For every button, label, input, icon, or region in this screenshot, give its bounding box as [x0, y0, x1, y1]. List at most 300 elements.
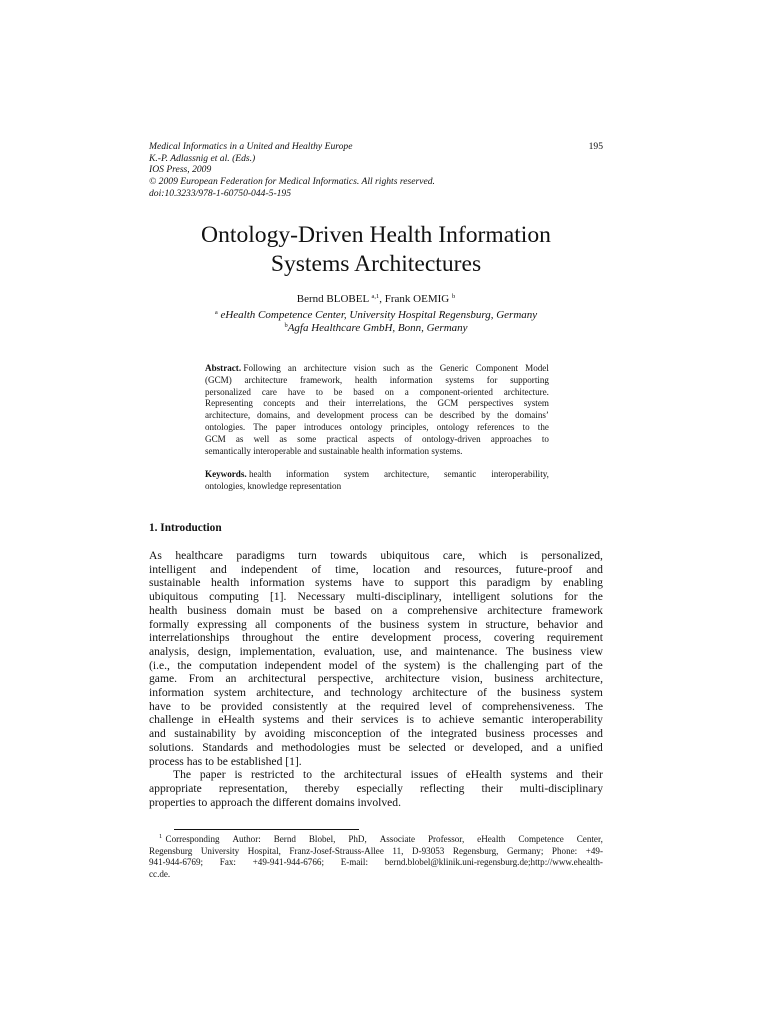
word: some	[297, 433, 317, 444]
author-separator: ,	[379, 293, 385, 305]
word: selected	[408, 740, 446, 754]
word: for	[486, 374, 498, 385]
word: or	[454, 740, 464, 754]
word: Center,	[576, 834, 603, 844]
word: Bernd	[273, 834, 296, 844]
word: of	[447, 768, 457, 782]
word: component-oriented	[419, 386, 493, 397]
word: their	[331, 713, 353, 727]
word: the	[497, 410, 509, 421]
word: architecture	[412, 686, 468, 700]
word: process	[149, 754, 184, 768]
word: well	[253, 433, 270, 444]
word: paradigm	[486, 576, 531, 590]
word: to	[315, 386, 323, 397]
word: independent	[240, 562, 298, 576]
word: eHealth	[477, 834, 506, 844]
word: and	[303, 445, 317, 456]
word: and	[210, 562, 227, 576]
word: business	[485, 727, 525, 741]
text-line	[149, 727, 603, 741]
word: the	[357, 617, 372, 631]
word: misconception	[313, 727, 382, 741]
word: their	[481, 781, 503, 795]
word: time,	[335, 562, 359, 576]
word: (i.e.,	[149, 658, 170, 672]
word: [1].	[269, 590, 287, 604]
text-line	[149, 782, 603, 796]
word: architecture	[487, 603, 543, 617]
word: knowledge	[247, 480, 288, 491]
word: to	[394, 576, 404, 590]
word: introduces	[303, 421, 342, 432]
word: +49-	[585, 845, 603, 856]
word: avoiding	[264, 727, 306, 741]
word: is	[447, 658, 456, 672]
text-line	[149, 869, 603, 881]
text-line	[149, 713, 603, 727]
header-line: Medical Informatics in a United and Healthy Europe	[149, 141, 353, 152]
word: domains	[315, 795, 355, 809]
word: Germany;	[507, 845, 544, 856]
word: components	[275, 617, 332, 631]
word: an	[225, 672, 237, 686]
text-line	[205, 398, 549, 410]
word: From	[188, 672, 214, 686]
word: business	[494, 672, 534, 686]
word: is	[520, 549, 528, 562]
word: towards	[330, 549, 367, 562]
word: health	[361, 445, 384, 456]
footnote-marker: 1	[159, 833, 166, 840]
word: implementation,	[239, 644, 316, 658]
word: as	[279, 433, 287, 444]
word: health	[149, 603, 178, 617]
text-line	[149, 834, 603, 846]
word: described	[439, 410, 475, 421]
word: University	[200, 845, 240, 856]
word: to	[180, 699, 191, 713]
affiliation-text: Agfa Healthcare GmbH, Bonn, Germany	[287, 322, 468, 334]
word: can	[404, 410, 418, 421]
word: systems	[315, 576, 352, 590]
word: representation,	[218, 781, 288, 795]
word: all	[255, 617, 267, 631]
word: resources,	[454, 562, 502, 576]
word: personalized,	[541, 549, 603, 562]
word: in	[201, 713, 211, 727]
word: personalized	[205, 386, 251, 397]
affiliation-a	[149, 309, 603, 322]
word: semantic	[444, 469, 477, 479]
word: a	[556, 740, 562, 754]
word: eHealth	[465, 768, 502, 782]
author-affiliation-marker: b	[451, 293, 456, 300]
word: must	[358, 740, 381, 754]
keywords	[205, 469, 549, 493]
word: paper	[199, 768, 226, 782]
word: by	[540, 576, 553, 590]
word: restricted	[251, 768, 295, 782]
word: development	[316, 410, 364, 421]
word: care	[261, 386, 277, 397]
word: based	[334, 603, 361, 617]
word: of	[389, 727, 400, 741]
word: business	[521, 686, 561, 700]
word: behavior	[537, 617, 578, 631]
word: interrelations,	[355, 398, 406, 409]
word: system	[343, 469, 370, 479]
word: analysis,	[149, 644, 190, 658]
section-heading: 1. Introduction	[149, 522, 222, 534]
word: systems	[262, 713, 300, 727]
text-line	[149, 590, 603, 604]
word: multi-disciplinary,	[356, 590, 442, 604]
word: architecture,	[205, 410, 251, 421]
word: interoperability	[531, 713, 603, 727]
word: domains,	[257, 410, 291, 421]
word: an	[287, 363, 297, 373]
word: especially	[356, 781, 403, 795]
word: requirement	[546, 631, 603, 645]
word: properties	[149, 795, 196, 809]
word: Competence	[518, 834, 564, 844]
word: location	[372, 562, 411, 576]
word: health	[211, 576, 240, 590]
word: technology	[350, 686, 403, 700]
word: comprehensiveness.	[481, 699, 575, 713]
word: of	[339, 617, 350, 631]
word: business	[187, 603, 227, 617]
word: ubiquitous	[149, 590, 198, 604]
word: systems.	[431, 445, 463, 456]
word: and	[296, 410, 311, 421]
word: required	[380, 699, 420, 713]
word: challenging	[484, 658, 539, 672]
word: support	[414, 576, 449, 590]
word: computation	[199, 658, 258, 672]
word: As	[149, 549, 162, 562]
word: E-mail:	[340, 857, 368, 868]
word: GCM	[437, 398, 459, 409]
header-line: IOS Press, 2009	[149, 164, 212, 176]
word: expressing	[197, 617, 247, 631]
word: processes	[533, 727, 578, 741]
footnote-divider	[174, 829, 359, 830]
word: eHealth	[218, 713, 255, 727]
word: solutions	[511, 590, 553, 604]
word: to	[302, 768, 312, 782]
word: and	[586, 727, 603, 741]
word: semantically	[205, 445, 251, 456]
word: on	[384, 386, 394, 397]
word: process	[370, 410, 398, 421]
word: +49-941-944-6766;	[252, 857, 324, 868]
word: developed,	[472, 740, 523, 754]
text-line	[149, 563, 603, 577]
word: system	[213, 686, 247, 700]
word: to	[421, 713, 431, 727]
word: ubiquitous	[380, 549, 430, 562]
word: the	[407, 727, 423, 741]
word: The	[505, 644, 524, 658]
text-line	[149, 796, 603, 810]
word: system	[523, 398, 549, 409]
word: independent	[264, 658, 322, 672]
word: computing	[209, 590, 259, 604]
word: domains’	[515, 410, 549, 421]
word: Fax:	[219, 857, 236, 868]
word: on	[370, 603, 383, 617]
word: and	[256, 740, 274, 754]
word: Representing	[205, 398, 253, 409]
word: issues	[410, 768, 439, 782]
author-name: Bernd BLOBEL	[296, 293, 369, 305]
text-line	[149, 768, 603, 782]
word: business	[532, 644, 572, 658]
word: bernd.blobel@klinik.uni-regensburg.de;http://www.ehealth-	[384, 857, 603, 868]
word: architecture	[385, 672, 440, 686]
word: D-93053	[412, 845, 445, 856]
word: business	[379, 617, 420, 631]
word: Abstract. Following	[205, 363, 281, 373]
word: have	[149, 699, 171, 713]
word: practical	[326, 433, 358, 444]
word: Component	[475, 363, 519, 373]
text-line	[205, 410, 549, 422]
word: information	[389, 374, 433, 385]
word: vision,	[451, 672, 483, 686]
word: and	[586, 617, 603, 631]
text-line	[149, 686, 603, 700]
word: ontology-driven	[422, 433, 481, 444]
word: part	[545, 658, 565, 672]
word: of	[404, 433, 412, 444]
word: system)	[403, 658, 441, 672]
word: [1].	[285, 754, 302, 768]
word: system	[570, 686, 603, 700]
word: thereby	[304, 781, 340, 795]
word: services	[360, 713, 399, 727]
text-line	[149, 741, 603, 755]
text-line	[149, 846, 603, 858]
word: as	[235, 433, 244, 444]
word: architectural	[343, 768, 402, 782]
word: architecture,	[383, 469, 430, 479]
affiliation-b	[149, 322, 603, 335]
word: Associate	[379, 834, 416, 844]
word: provided	[221, 699, 263, 713]
header-line: K.-P. Adlassnig et al. (Eds.)	[149, 152, 256, 164]
word: healthcare	[175, 549, 223, 562]
text-line	[149, 618, 603, 632]
word: which	[478, 549, 507, 562]
word: the	[588, 590, 603, 604]
text-line	[149, 631, 603, 645]
word: Regensburg,	[452, 845, 499, 856]
section-label: Abstract.	[205, 363, 244, 373]
word: and	[586, 562, 603, 576]
word: game.	[149, 672, 178, 686]
word: framework	[552, 603, 603, 617]
word: by	[481, 410, 491, 421]
word: 11,	[392, 845, 404, 856]
word: based	[353, 386, 374, 397]
word: cc.de.	[149, 868, 171, 879]
word: ontologies.	[205, 421, 246, 432]
word: system	[427, 617, 460, 631]
word: perspective,	[317, 672, 374, 686]
word: reflecting	[420, 781, 465, 795]
word: information	[286, 469, 329, 479]
word: architecture	[244, 374, 288, 385]
word: to	[205, 754, 215, 768]
text-line	[149, 659, 603, 673]
word: have	[362, 576, 385, 590]
word: throughout	[242, 631, 293, 645]
affiliation-text: eHealth Competence Center, University Hospital Regensburg, Germany	[220, 309, 538, 321]
word: references	[477, 421, 515, 432]
word: Hospital,	[247, 845, 281, 856]
text-line	[149, 700, 603, 714]
word: the	[305, 631, 320, 645]
word: to	[541, 433, 549, 444]
text-line	[149, 576, 603, 590]
section-label: Keywords.	[205, 469, 249, 479]
word: achieve	[438, 713, 475, 727]
word: domain	[236, 603, 272, 617]
word: care,	[442, 549, 466, 562]
paper-title	[149, 221, 603, 278]
author-name: Frank OEMIG	[384, 293, 450, 305]
word: covering	[493, 631, 535, 645]
word: by	[244, 727, 257, 741]
body-text	[149, 549, 603, 809]
word: their	[581, 768, 603, 782]
word: view	[580, 644, 603, 658]
word: turn	[298, 549, 317, 562]
word: interoperability,	[491, 469, 549, 479]
word: in	[468, 617, 478, 631]
word: and	[410, 644, 428, 658]
header-line: © 2009 European Federation for Medical Informatics. All rights reserved.	[149, 176, 435, 188]
word: Regensburg	[149, 845, 193, 856]
text-line	[205, 446, 549, 458]
affiliation-marker: a	[214, 309, 218, 316]
word: PhD,	[348, 834, 367, 844]
word: The	[584, 699, 603, 713]
word: Generic	[439, 363, 469, 373]
word: and	[149, 727, 166, 741]
word: architectural	[248, 672, 307, 686]
text-line	[205, 434, 549, 446]
word: be	[217, 754, 228, 768]
word: the	[537, 421, 549, 432]
word: the	[497, 686, 512, 700]
word: have	[287, 386, 305, 397]
word: ontology	[436, 421, 469, 432]
word: approach	[210, 795, 253, 809]
title-line: Ontology-Driven Health Information	[201, 222, 551, 248]
word: principles,	[390, 421, 429, 432]
word: for	[564, 590, 578, 604]
word: systems	[445, 374, 475, 385]
word: ontologies,	[205, 480, 246, 491]
text-line	[149, 672, 603, 686]
page-number: 195	[588, 141, 603, 152]
word: Author:	[232, 834, 261, 844]
word: the	[416, 398, 428, 409]
word: (GCM)	[205, 374, 232, 385]
word: be	[313, 603, 325, 617]
word: intelligent	[452, 590, 500, 604]
word: concepts	[263, 398, 296, 409]
word: Keywords. health	[205, 469, 272, 479]
word: multi-disciplinary	[519, 781, 603, 795]
abstract	[205, 363, 549, 457]
word: entire	[332, 631, 359, 645]
author-affiliation-marker: a,1	[371, 293, 380, 300]
word: comprehensive	[407, 603, 478, 617]
word: the	[382, 658, 397, 672]
word: this	[459, 576, 477, 590]
header-line: doi:10.3233/978-1-60750-044-5-195	[149, 187, 292, 199]
word: health	[354, 374, 378, 385]
footnote	[149, 834, 603, 880]
word: supporting	[510, 374, 549, 385]
word: and	[307, 713, 324, 727]
word: formally	[149, 617, 189, 631]
word: established	[230, 754, 283, 768]
word: paradigms	[236, 549, 285, 562]
word: methodologies	[281, 740, 350, 754]
word: to	[522, 421, 530, 432]
word: and	[305, 398, 319, 409]
word: The	[173, 768, 192, 782]
word: of	[365, 658, 375, 672]
word: sustainability	[174, 727, 237, 741]
word: aspects	[367, 433, 395, 444]
affiliation-marker: b	[284, 322, 288, 329]
word: integrated	[430, 727, 477, 741]
word: of	[311, 562, 322, 576]
word: the	[177, 658, 192, 672]
word: intelligent	[149, 562, 197, 576]
word: structure,	[485, 617, 529, 631]
word: of	[462, 699, 472, 713]
word: and	[323, 686, 341, 700]
text-line	[149, 604, 603, 618]
word: model	[328, 658, 358, 672]
word: evaluation,	[323, 644, 376, 658]
word: unified	[570, 740, 603, 754]
text-line	[149, 549, 603, 563]
word: framework,	[300, 374, 343, 385]
word: level	[429, 699, 452, 713]
word: Phone:	[551, 845, 578, 856]
word: Blobel,	[308, 834, 336, 844]
text-line	[205, 387, 549, 399]
word: challenge	[149, 713, 194, 727]
word: such	[382, 363, 400, 373]
word: the	[588, 658, 603, 672]
text-line	[149, 857, 603, 869]
word: at	[337, 699, 347, 713]
word: their	[328, 398, 346, 409]
word: is	[234, 768, 243, 782]
word: future-proof	[515, 562, 573, 576]
word: the	[356, 699, 371, 713]
